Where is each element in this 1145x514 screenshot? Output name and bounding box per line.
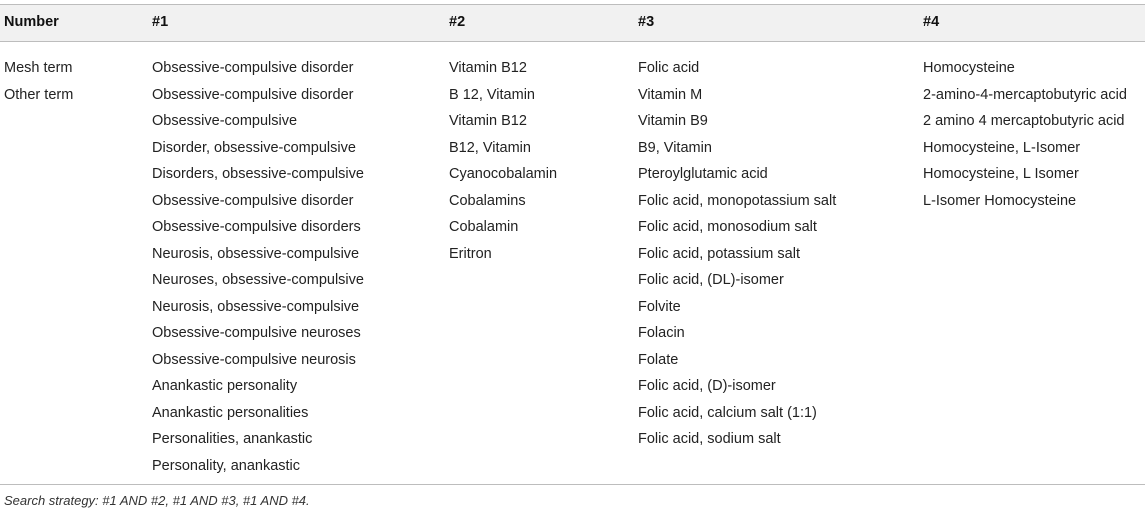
table-cell: Cobalamins	[449, 192, 526, 209]
table-footnote: Search strategy: #1 AND #2, #1 AND #3, #1 AND #4.	[4, 493, 310, 508]
table-cell: Folic acid, calcium salt (1:1)	[638, 404, 817, 421]
table-bottom-rule	[0, 484, 1145, 485]
table-cell: Vitamin M	[638, 86, 703, 103]
table-cell: Folic acid, (D)-isomer	[638, 378, 776, 394]
table-cell: Folic acid, (DL)-isomer	[638, 272, 784, 288]
table-cell: L-Isomer Homocysteine	[923, 192, 1077, 209]
table-cell: Obsessive-compulsive disorders	[152, 219, 361, 235]
table-cell: Folacin	[638, 325, 685, 341]
table-cell: Disorder, obsessive-compulsive	[152, 139, 356, 156]
table-cell: Pteroylglutamic acid	[638, 166, 768, 182]
table-cell: Obsessive-compulsive disorder	[152, 192, 354, 209]
table-cell: Anankastic personality	[152, 378, 298, 394]
table-cell: B9, Vitamin	[638, 139, 712, 156]
table-cell: Obsessive-compulsive	[152, 113, 298, 129]
table-cell: Folvite	[638, 298, 681, 315]
table-header-rule	[0, 41, 1145, 42]
table-cell: B 12, Vitamin	[449, 86, 535, 103]
table-cell: Obsessive-compulsive disorder	[152, 86, 354, 103]
header-col-2: #2	[449, 14, 466, 30]
table-cell: Personalities, anankastic	[152, 431, 313, 447]
table-cell: 2 amino 4 mercaptobutyric acid	[923, 113, 1125, 129]
column-2-terms	[449, 59, 557, 271]
table-cell: Neurosis, obsessive-compulsive	[152, 245, 360, 262]
table-cell: Homocysteine, L-Isomer	[923, 139, 1081, 156]
table-cell: Folic acid, sodium salt	[638, 431, 781, 447]
header-col-3: #3	[638, 14, 655, 30]
table-cell: Cobalamin	[449, 219, 519, 235]
table-cell: B12, Vitamin	[449, 139, 531, 156]
table-cell: 2-amino-4-mercaptobutyric acid	[923, 86, 1127, 103]
table-cell: Folic acid	[638, 60, 700, 76]
table-cell: Cyanocobalamin	[449, 166, 558, 182]
table-cell: Anankastic personalities	[152, 404, 309, 421]
table-cell: Eritron	[449, 245, 492, 262]
table-header-row	[0, 5, 1145, 41]
table-cell: Obsessive-compulsive neurosis	[152, 351, 356, 368]
table-cell: Neurosis, obsessive-compulsive	[152, 298, 360, 315]
header-number: Number	[4, 14, 59, 30]
row-label-other-term: Other term	[4, 86, 74, 103]
row-label-column	[4, 59, 73, 112]
table-cell: Homocysteine	[923, 60, 1015, 76]
table-cell: Vitamin B12	[449, 60, 527, 76]
table-cell: Folic acid, monopotassium salt	[638, 192, 837, 209]
table-cell: Folic acid, monosodium salt	[638, 219, 817, 235]
table-cell: Neuroses, obsessive-compulsive	[152, 272, 364, 288]
table-cell: Obsessive-compulsive neuroses	[152, 325, 361, 341]
header-col-4: #4	[923, 14, 940, 30]
table-cell: Vitamin B9	[638, 113, 708, 129]
column-1-terms	[152, 59, 364, 483]
row-label-mesh-term: Mesh term	[4, 60, 73, 76]
table-cell: Folic acid, potassium salt	[638, 245, 800, 262]
column-4-terms	[923, 59, 1127, 218]
header-col-1: #1	[152, 14, 169, 30]
column-3-terms	[638, 59, 836, 457]
table-cell: Homocysteine, L Isomer	[923, 166, 1079, 182]
table-cell: Obsessive-compulsive disorder	[152, 60, 354, 76]
table-cell: Folate	[638, 351, 679, 368]
table-cell: Disorders, obsessive-compulsive	[152, 166, 364, 182]
table-cell: Vitamin B12	[449, 113, 527, 129]
table-cell: Personality, anankastic	[152, 457, 301, 474]
